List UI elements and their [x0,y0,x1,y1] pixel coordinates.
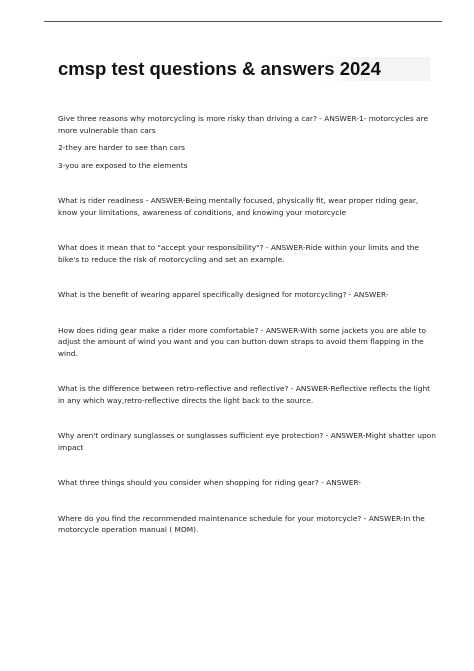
header-divider [44,21,442,22]
qa-item-4: What is the benefit of wearing apparel specifically designed for motorcycling? - ANSWER- [58,290,389,299]
qa-list [58,113,436,536]
qa-item-9: Where do you find the recommended maintenance schedule for your motorcycle? - ANSWER-In the motorcycle operation manual ( MOM). [58,513,425,534]
qa-item-1-part-3: 3-you are exposed to the elements [58,160,188,170]
qa-item-2: What is rider readiness - ANSWER-Being mentally focused, physically fit, wear proper riding gear, know your limitations, awareness of conditions, and knowing your motorcycle [58,196,419,217]
qa-item-5: How does riding gear make a rider more comfortable? - ANSWER-With some jackets you are able to adjust the amount of wind you want and you can button down straps to avoid them flapping in the wind. [58,325,427,358]
document-title: cmsp test questions & answers 2024 [58,58,381,79]
qa-item-3: What does it mean that to "accept your responsibility"? - ANSWER-Ride within your limits and the bike's to reduce the risk of motorcycling and set an example. [58,243,419,264]
qa-item-7: Why aren't ordinary sunglasses or sunglasses sufficient eye protection? - ANSWER-Might shatter upon impact [58,431,436,452]
qa-item-6: What is the difference between retro-reflective and reflective? - ANSWER-Reflective reflects the light in any which way,retro-reflective directs the light back to the source. [58,384,431,405]
qa-item-8: What three things should you consider when shopping for riding gear? - ANSWER- [58,478,361,487]
qa-item-1: Give three reasons why motorcycling is more risky than driving a car? - ANSWER-1- motorcycles are more vulnerable than cars [58,114,429,135]
qa-item-1-part-2: 2-they are harder to see than cars [58,143,185,152]
